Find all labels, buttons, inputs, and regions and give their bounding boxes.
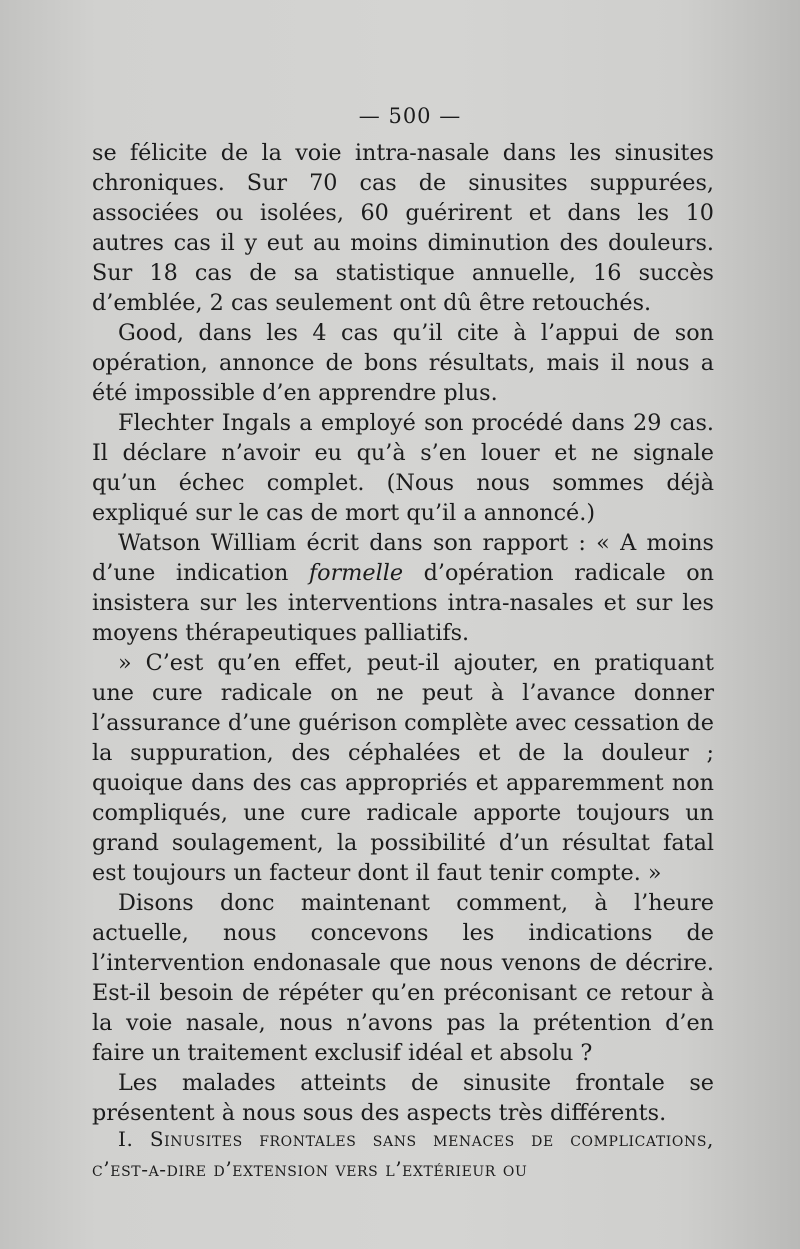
paragraph: Disons donc maintenant comment, à l’heure actuelle, nous concevons les indications de l’intervention endonasale que nous venons de décrire. Est-il besoin de répéter qu’en préconisant ce retour à la voie nasale, nous n’avons pas la prétention d’en faire un traitement exclusif idéal et absolu ? [92, 890, 714, 1066]
body-text [92, 138, 714, 1128]
page-number: — 500 — [358, 104, 462, 128]
paragraph-text: d’opération radicale on insistera sur les interventions intra-nasales et sur les moyens thérapeutiques palliatifs. [92, 560, 714, 646]
section-heading: I. Sinusites frontales sans menaces de complications, c’est-a-dire d’extension vers l’extérieur ou [92, 1127, 714, 1181]
paragraph [92, 528, 714, 648]
emphasized-word: formelle [308, 560, 404, 586]
paragraph: se félicite de la voie intra-nasale dans les sinusites chroniques. Sur 70 cas de sinusites suppurées, associées ou isolées, 60 guérirent et dans les 10 autres cas il y eut au moins diminution des douleurs. Sur 18 cas de sa statistique annuelle, 16 succès d’emblée, 2 cas seulement ont dû être retouchés. [92, 140, 714, 316]
paragraph: Flechter Ingals a employé son procédé dans 29 cas. Il déclare n’avoir eu qu’à s’en louer et ne signale qu’un échec complet. (Nous nous sommes déjà expliqué sur le cas de mort qu’il a annoncé.) [92, 410, 714, 526]
paragraph: Les malades atteints de sinusite frontale se présentent à nous sous des aspects très différents. [92, 1070, 714, 1126]
paragraph: Good, dans les 4 cas qu’il cite à l’appui de son opération, annonce de bons résultats, mais il nous a été impossible d’en apprendre plus. [92, 320, 714, 406]
paragraph-text: Watson William écrit dans son rapport : « A moins d’une indication [92, 530, 714, 586]
paragraph: » C’est qu’en effet, peut-il ajouter, en pratiquant une cure radicale on ne peut à l’avance donner l’assurance d’une guérison complète avec cessation de la suppuration, des céphalées et de la douleur ; quoique dans des cas appropriés et apparemment non compliqués, une cure radicale apporte toujours un grand soulagement, la possibilité d’un résultat fatal est toujours un facteur dont il faut tenir compte. » [92, 650, 714, 886]
